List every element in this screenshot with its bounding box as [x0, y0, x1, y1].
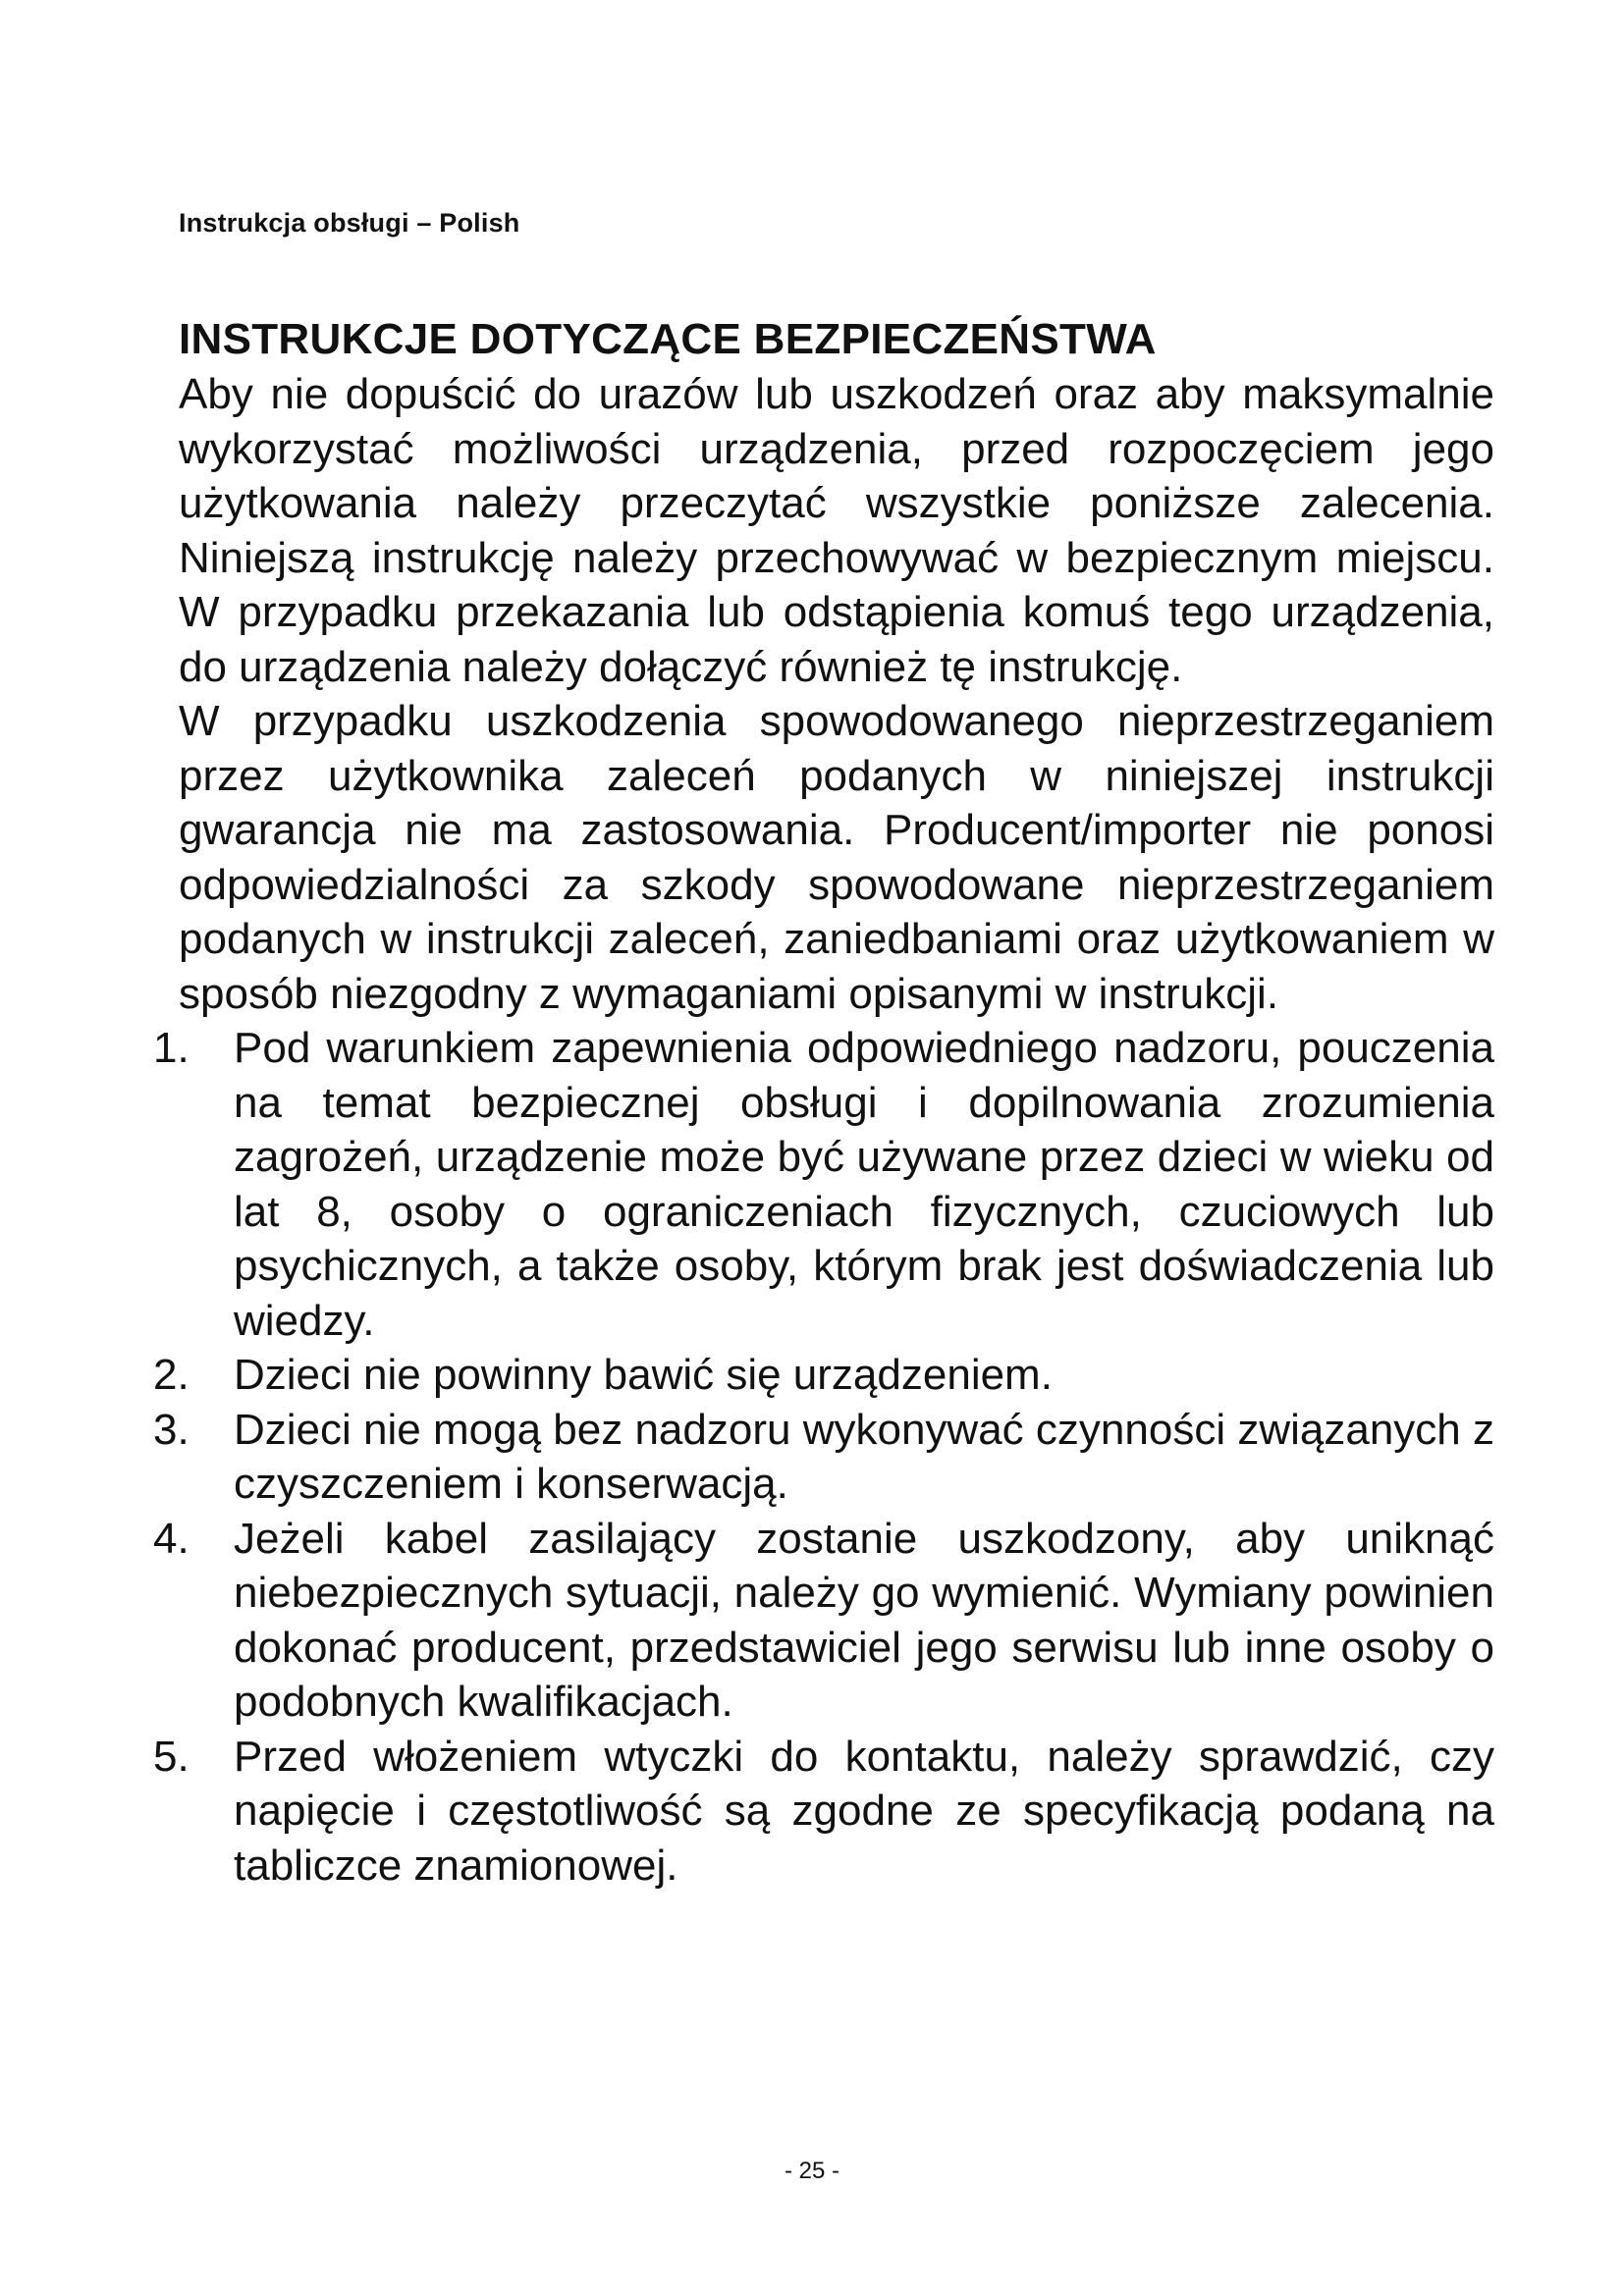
list-item-number: 3. [153, 1405, 189, 1454]
main-content [153, 312, 1494, 1893]
list-item-text: Przed włożeniem wtyczki do kontaktu, należy sprawdzić, czy napięcie i częstotliwość są zgodne ze specyfikacją podaną na tabliczce znamionowej. [234, 1732, 1494, 1890]
list-item [153, 1348, 1494, 1403]
list-item-text: Dzieci nie mogą bez nadzoru wykonywać czynności związanych z czyszczeniem i konserwacją. [234, 1405, 1494, 1508]
list-item-number: 4. [153, 1514, 189, 1563]
list-item [153, 1512, 1494, 1730]
list-item-number: 2. [153, 1351, 189, 1399]
list-item-text: Jeżeli kabel zasilający zostanie uszkodzony, aby uniknąć niebezpiecznych sytuacji, należy go wymienić. Wymiany powinien dokonać producent, przedstawiciel jego serwisu lub inne osoby o podobnych kwalifikacjach. [234, 1514, 1494, 1726]
section-title: INSTRUKCJE DOTYCZĄCE BEZPIECZEŃSTWA [179, 315, 1157, 363]
warranty-paragraph: W przypadku uszkodzenia spowodowanego nieprzestrzeganiem przez użytkownika zaleceń podanych w niniejszej instrukcji gwarancja nie ma zastosowania. Producent/importer nie ponosi odpowiedzialności za szkody spowodowane nieprzestrzeganiem podanych w instrukcji zaleceń, zaniedbaniami oraz użytkowaniem w sposób niezgodny z wymaganiami opisanymi w instrukcji. [179, 697, 1494, 1018]
list-item [153, 1021, 1494, 1348]
safety-list [153, 1021, 1494, 1893]
list-item [153, 1403, 1494, 1512]
page-header: Instrukcja obsługi – Polish [179, 208, 520, 238]
list-item [153, 1730, 1494, 1894]
list-item-text: Dzieci nie powinny bawić się urządzeniem. [234, 1351, 1053, 1399]
page-number: - 25 - [784, 2158, 839, 2184]
list-item-text: Pod warunkiem zapewnienia odpowiedniego nadzoru, pouczenia na temat bezpiecznej obsługi i dopilnowania zrozumienia zagrożeń, urządzenie może być używane przez dzieci w wieku od lat 8, osoby o ograniczeniach fizycznych, czuciowych lub psychicznych, a także osoby, którym brak jest doświadczenia lub wiedzy. [234, 1024, 1494, 1345]
intro-paragraph: Aby nie dopuścić do urazów lub uszkodzeń oraz aby maksymalnie wykorzystać możliwości urządzenia, przed rozpoczęciem jego użytkowania należy przeczytać wszystkie poniższe zalecenia. Niniejszą instrukcję należy przechowywać w bezpiecznym miejscu. W przypadku przekazania lub odstąpienia komuś tego urządzenia, do urządzenia należy dołączyć również tę instrukcję. [179, 370, 1494, 691]
list-item-number: 5. [153, 1732, 189, 1781]
list-item-number: 1. [153, 1024, 189, 1072]
